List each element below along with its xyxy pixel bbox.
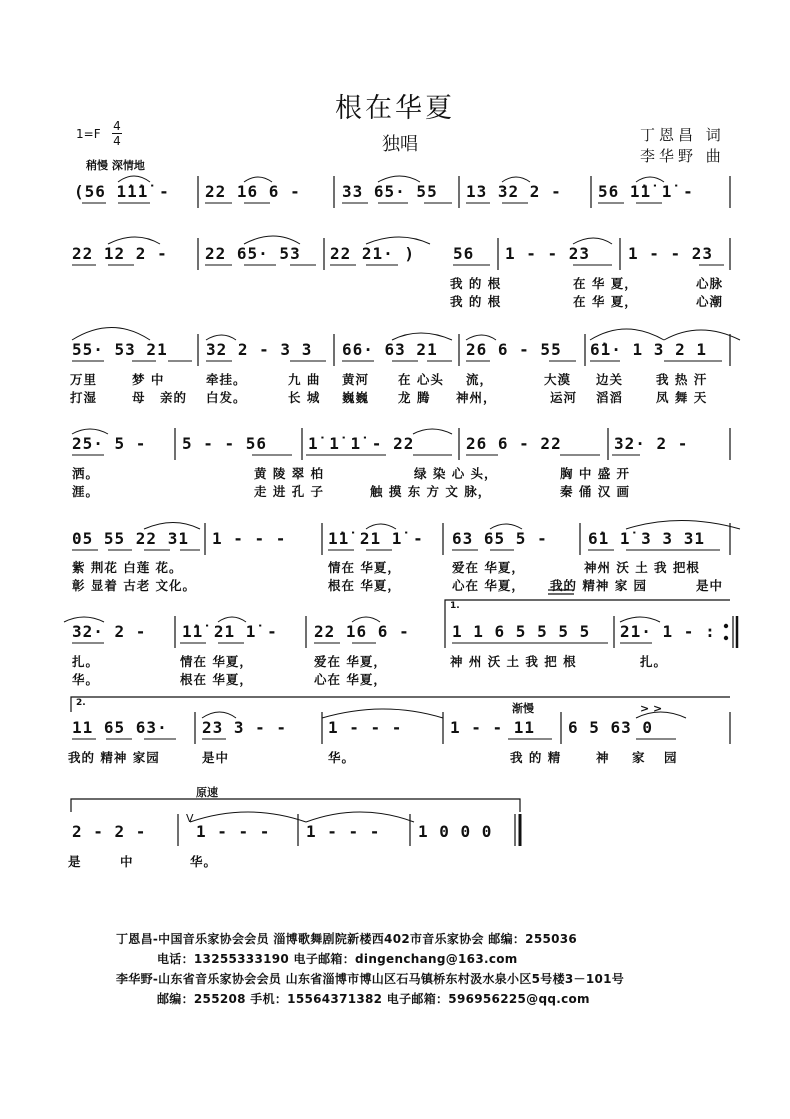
lyric: 我 的 根	[450, 276, 502, 291]
lyric: 紫 荆花 白莲 花。	[72, 560, 183, 575]
lyric: 心在 华夏，	[452, 578, 525, 593]
lyric: 我 的 根	[450, 294, 502, 309]
time-signature-bottom: 4	[113, 134, 121, 148]
lyric: 牵挂。	[206, 372, 247, 387]
lyric: 九 曲	[288, 372, 321, 387]
lyric: 扎。	[72, 654, 100, 669]
measure: 22 16 6 -	[205, 182, 301, 201]
measure: 1 - - -	[212, 529, 287, 548]
lyric: 我的 精神 家园	[68, 750, 160, 765]
lyric: 华。	[72, 672, 100, 687]
lyric: 涯。	[72, 484, 100, 499]
measure: 1 0 0 0	[418, 822, 493, 841]
lyric: 心脉	[696, 276, 724, 291]
lyric: 园	[664, 750, 678, 765]
measure: 13 32 2 -	[466, 182, 562, 201]
lyric: 是中	[696, 578, 724, 593]
lyric: 亲的	[160, 390, 188, 405]
accent-marks: > >	[640, 702, 663, 715]
lyric: 神州 沃 土 我 把根	[584, 560, 700, 575]
lyric: 胸 中 盛 开	[560, 466, 631, 481]
lyric: 是	[68, 854, 82, 869]
lyric: 母	[132, 390, 146, 405]
lyric: 凤 舞 天	[656, 390, 708, 405]
lyric: 彰 显着 古老 文化。	[72, 578, 197, 593]
lyric: 运河	[550, 390, 578, 405]
time-signature-top: 4	[113, 119, 121, 133]
measure: 26 6 - 22	[466, 434, 562, 453]
lyric: 大漠	[544, 372, 572, 387]
measure: 32· 2 -	[72, 622, 147, 641]
lyric: 在 华 夏，	[573, 276, 638, 291]
measure: 05 55 22 31	[72, 529, 189, 548]
lyric: 在 心头	[398, 372, 444, 387]
lyric: 走 进 孔 子	[254, 484, 325, 499]
lyric: 在 华 夏，	[573, 294, 638, 309]
measure: 6̇1· 1 3 2 1	[590, 340, 707, 359]
measure: 1̇ 1̇ 1̇ - 22	[308, 434, 415, 453]
lyric: 神州，	[456, 390, 497, 405]
footer-line-4: 邮编：255208 手机：15564371382 电子邮箱：596956225@qq.com	[157, 992, 590, 1006]
measure: 11 65 63·	[72, 718, 168, 737]
lyric: 心在 华夏，	[314, 672, 387, 687]
measure: 1̇1̇ 21 1̇ -	[328, 529, 424, 548]
measure: 1 1 6 5 5 5 5	[452, 622, 591, 641]
volta-bracket-1	[445, 600, 730, 616]
measure: 25· 5 -	[72, 434, 147, 453]
measure: 32 2 - 3 3	[206, 340, 313, 359]
measure: 1 - - 23	[505, 244, 591, 263]
lyric: 触 摸 东 方 文 脉，	[370, 484, 492, 499]
measure: 26 6 - 55	[466, 340, 562, 359]
lyric: 神	[596, 750, 610, 765]
measure: 6 5 63 0	[568, 718, 654, 737]
a-tempo-mark: 原速	[196, 786, 218, 799]
volta-1-label: 1.	[450, 601, 460, 611]
lyric: 华。	[190, 854, 218, 869]
measure: 21· 1 - :	[620, 622, 716, 641]
lyric: 情在 华夏，	[328, 560, 401, 575]
page-title: 根在华夏	[335, 93, 455, 124]
ritardando-mark: 渐慢	[512, 702, 534, 715]
measure: 63 65 5 -	[452, 529, 548, 548]
lyric: 黄河	[342, 372, 370, 387]
measure: (56 1̇1̇1̇ -	[74, 182, 170, 201]
lyric: 绿 染 心 头，	[414, 466, 498, 481]
footer-line-3: 李华野-山东省音乐家协会会员 山东省淄博市博山区石马镇桥东村汲水泉小区5号楼3－101号	[116, 972, 625, 986]
lyric: 白发。	[206, 390, 247, 405]
lyric: 中	[120, 854, 134, 869]
lyric: 梦 中	[132, 372, 165, 387]
lyric: 龙 腾	[398, 390, 431, 405]
lyric: 黄 陵 翠 柏	[254, 466, 325, 481]
measure: 33 65· 55	[342, 182, 438, 201]
lyric: 根在 华夏，	[180, 672, 253, 687]
measure: 23 3 - -	[202, 718, 288, 737]
measure: 2 - 2 -	[72, 822, 147, 841]
lyric: 流，	[466, 372, 494, 387]
lyricist-credit: 丁恩昌 词	[640, 126, 725, 144]
measure: 1 - - 23	[628, 244, 714, 263]
measure: 1̇1̇ 21 1̇ -	[182, 622, 278, 641]
measure: 22 21· )	[330, 244, 416, 263]
lyric: 是中	[202, 750, 230, 765]
lyric: 边关	[596, 372, 624, 387]
measure: 6̇1 1̇ 3 3 31	[588, 529, 705, 548]
measure: 56 1̇1̇ 1̇ -	[598, 182, 694, 201]
lyric: 华。	[328, 750, 356, 765]
lyric: 巍巍	[342, 390, 370, 405]
footer-line-2: 电话：13255333190 电子邮箱：dingenchang@163.com	[157, 952, 518, 966]
lyric: 长 城	[288, 390, 321, 405]
tempo-marking: 稍慢 深情地	[86, 159, 145, 172]
lyric: 爱在 华夏，	[452, 560, 525, 575]
lyric: 扎。	[640, 654, 668, 669]
measure: 22 65· 53	[205, 244, 301, 263]
measure: 1 - - 11	[450, 718, 536, 737]
lyric: 滔滔	[596, 390, 624, 405]
footer-line-1: 丁恩昌-中国音乐家协会会员 淄博歌舞剧院新楼西402市音乐家协会 邮编：255036	[116, 932, 578, 946]
measure: 56	[453, 244, 475, 263]
measure: 22 16 6 -	[314, 622, 410, 641]
lyric: 洒。	[72, 466, 100, 481]
lyric: 神 州 沃 土 我 把 根	[450, 654, 577, 669]
lyric: 万里	[70, 372, 98, 387]
breath-mark: V	[186, 812, 194, 825]
lyric: 打湿	[70, 390, 98, 405]
lyric: 我 热 汗	[656, 372, 708, 387]
tempo-bracket	[71, 799, 520, 812]
measure: 5 - - 56	[182, 434, 268, 453]
measure: 1 - - -	[328, 718, 403, 737]
lyric: 情在 华夏，	[180, 654, 253, 669]
lyric: 爱在 华夏，	[314, 654, 387, 669]
lyric: 根在 华夏，	[328, 578, 401, 593]
lyric: 心潮	[696, 294, 724, 309]
lyric: 我的 精神 家 园	[550, 578, 648, 593]
lyric: 我 的 精	[510, 750, 562, 765]
measure: 66· 63 21	[342, 340, 438, 359]
lyric: 秦 俑 汉 画	[560, 484, 631, 499]
subtitle: 独唱	[382, 134, 418, 155]
measure: 22 12 2 -	[72, 244, 168, 263]
measure: 32· 2 -	[614, 434, 689, 453]
composer-credit: 李华野 曲	[640, 147, 725, 165]
key-signature: 1=F	[76, 127, 101, 141]
measure: 55· 53 21	[72, 340, 168, 359]
lyric: 家	[632, 750, 646, 765]
volta-2-label: 2.	[76, 698, 86, 708]
measure: 1 - - -	[306, 822, 381, 841]
measure: 1 - - -	[196, 822, 271, 841]
